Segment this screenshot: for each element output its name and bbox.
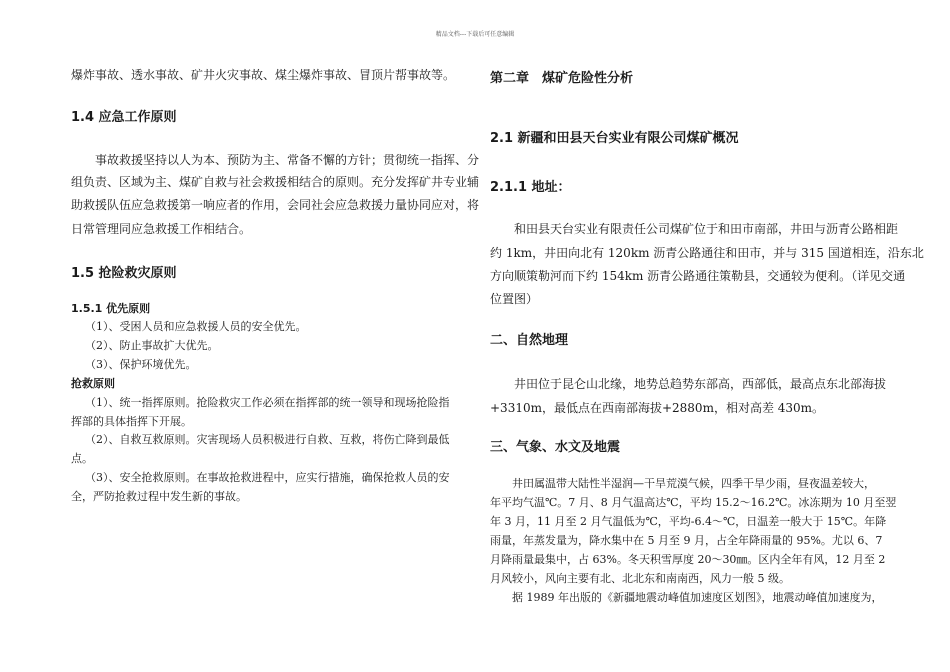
address-line: 约 1km，井田向北有 120km 沥青公路通往和田市，并与 315 国道相连，沿东北 — [490, 246, 924, 260]
meteorology-line: 月风较小，风向主要有北、北北东和南南西，风力一般 5 级。 — [490, 572, 790, 585]
meteorology-line: 月降雨量最集中，占 63%。冬天积雪厚度 20～30㎜。区内全年有风，12 月至 2 — [490, 553, 886, 566]
rescue-item-cont: 点。 — [71, 452, 93, 465]
para-line: 组负责、区域为主、煤矿自救与社会救援相结合的原则。充分发挥矿井专业辅 — [71, 175, 480, 189]
heading-meteorology: 三、气象、水文及地震 — [490, 440, 621, 455]
meteorology-line: 井田属温带大陆性半湿润—干旱荒漠气候，四季干旱少雨，昼夜温差较大， — [490, 477, 875, 490]
meteorology-line: 年 3 月，11 月至 2 月气温低为℃，平均-6.4～℃，日温差一般大于 15℃。年降 — [490, 515, 887, 528]
address-line: 位置图） — [490, 292, 539, 306]
heading-1-4: 1.4 应急工作原则 — [71, 110, 177, 125]
para-line: 日常管理同应急救援工作相结合。 — [71, 222, 252, 236]
address-line: 方向顺策勒河而下约 154km 沥青公路通往策勒县，交通较为便利。（详见交通 — [490, 269, 906, 283]
rescue-item-cont: 全，严防抢救过程中发生新的事故。 — [71, 490, 247, 503]
heading-natural-geography: 二、自然地理 — [490, 333, 569, 348]
accident-list-line: 爆炸事故、透水事故、矿井火灾事故、煤尘爆炸事故、冒顶片帮事故等。 — [71, 68, 456, 82]
rescue-item: （1）、统一指挥原则。抢险救灾工作必须在指挥部的统一领导和现场抢险指 — [85, 396, 450, 409]
rescue-item: （2）、自救互救原则。灾害现场人员积极进行自救、互救，将伤亡降到最低 — [85, 433, 450, 446]
address-line: 和田县天台实业有限责任公司煤矿位于和田市南部，井田与沥青公路相距 — [490, 222, 899, 236]
meteorology-line: 据 1989 年出版的《新疆地震动峰值加速度区划图》，地震动峰值加速度为， — [490, 591, 883, 604]
chapter-2-title: 第二章 煤矿危险性分析 — [490, 71, 634, 86]
heading-rescue-principles: 抢救原则 — [71, 377, 115, 390]
priority-item: （1）、受困人员和应急救援人员的安全优先。 — [85, 320, 307, 333]
rescue-item-cont: 挥部的具体指挥下开展。 — [71, 415, 192, 428]
meteorology-line: 年平均气温℃。7 月、8 月气温高达℃，平均 15.2～16.2℃。冰冻期为 10 月至翌 — [490, 496, 897, 509]
para-line: 事故救援坚持以人为本、预防为主、常备不懈的方针；贯彻统一指挥、分 — [71, 153, 480, 167]
heading-1-5-1: 1.5.1 优先原则 — [71, 302, 151, 315]
heading-2-1: 2.1 新疆和田县天台实业有限公司煤矿概况 — [490, 131, 739, 146]
priority-item: （3）、保护环境优先。 — [85, 358, 197, 371]
priority-item: （2）、防止事故扩大优先。 — [85, 339, 219, 352]
para-line: 助救援队伍应急救援第一响应者的作用，会同社会应急救援力量协同应对，将 — [71, 198, 480, 212]
meteorology-line: 雨量，年蒸发量为，降水集中在 5 月至 9 月，占全年降雨量的 95%。尤以 6、7 — [490, 534, 883, 547]
geography-line: +3310m，最低点在西南部海拔+2880m，相对高差 430m。 — [490, 401, 825, 415]
page-header: 精品文档---下载后可任意编辑 — [435, 31, 515, 38]
rescue-item: （3）、安全抢救原则。在事故抢救进程中，应实行措施，确保抢救人员的安 — [85, 471, 450, 484]
heading-1-5: 1.5 抢险救灾原则 — [71, 266, 177, 281]
geography-line: 井田位于昆仑山北缘，地势总趋势东部高，西部低，最高点东北部海拔 — [490, 377, 887, 391]
heading-2-1-1: 2.1.1 地址： — [490, 180, 571, 195]
